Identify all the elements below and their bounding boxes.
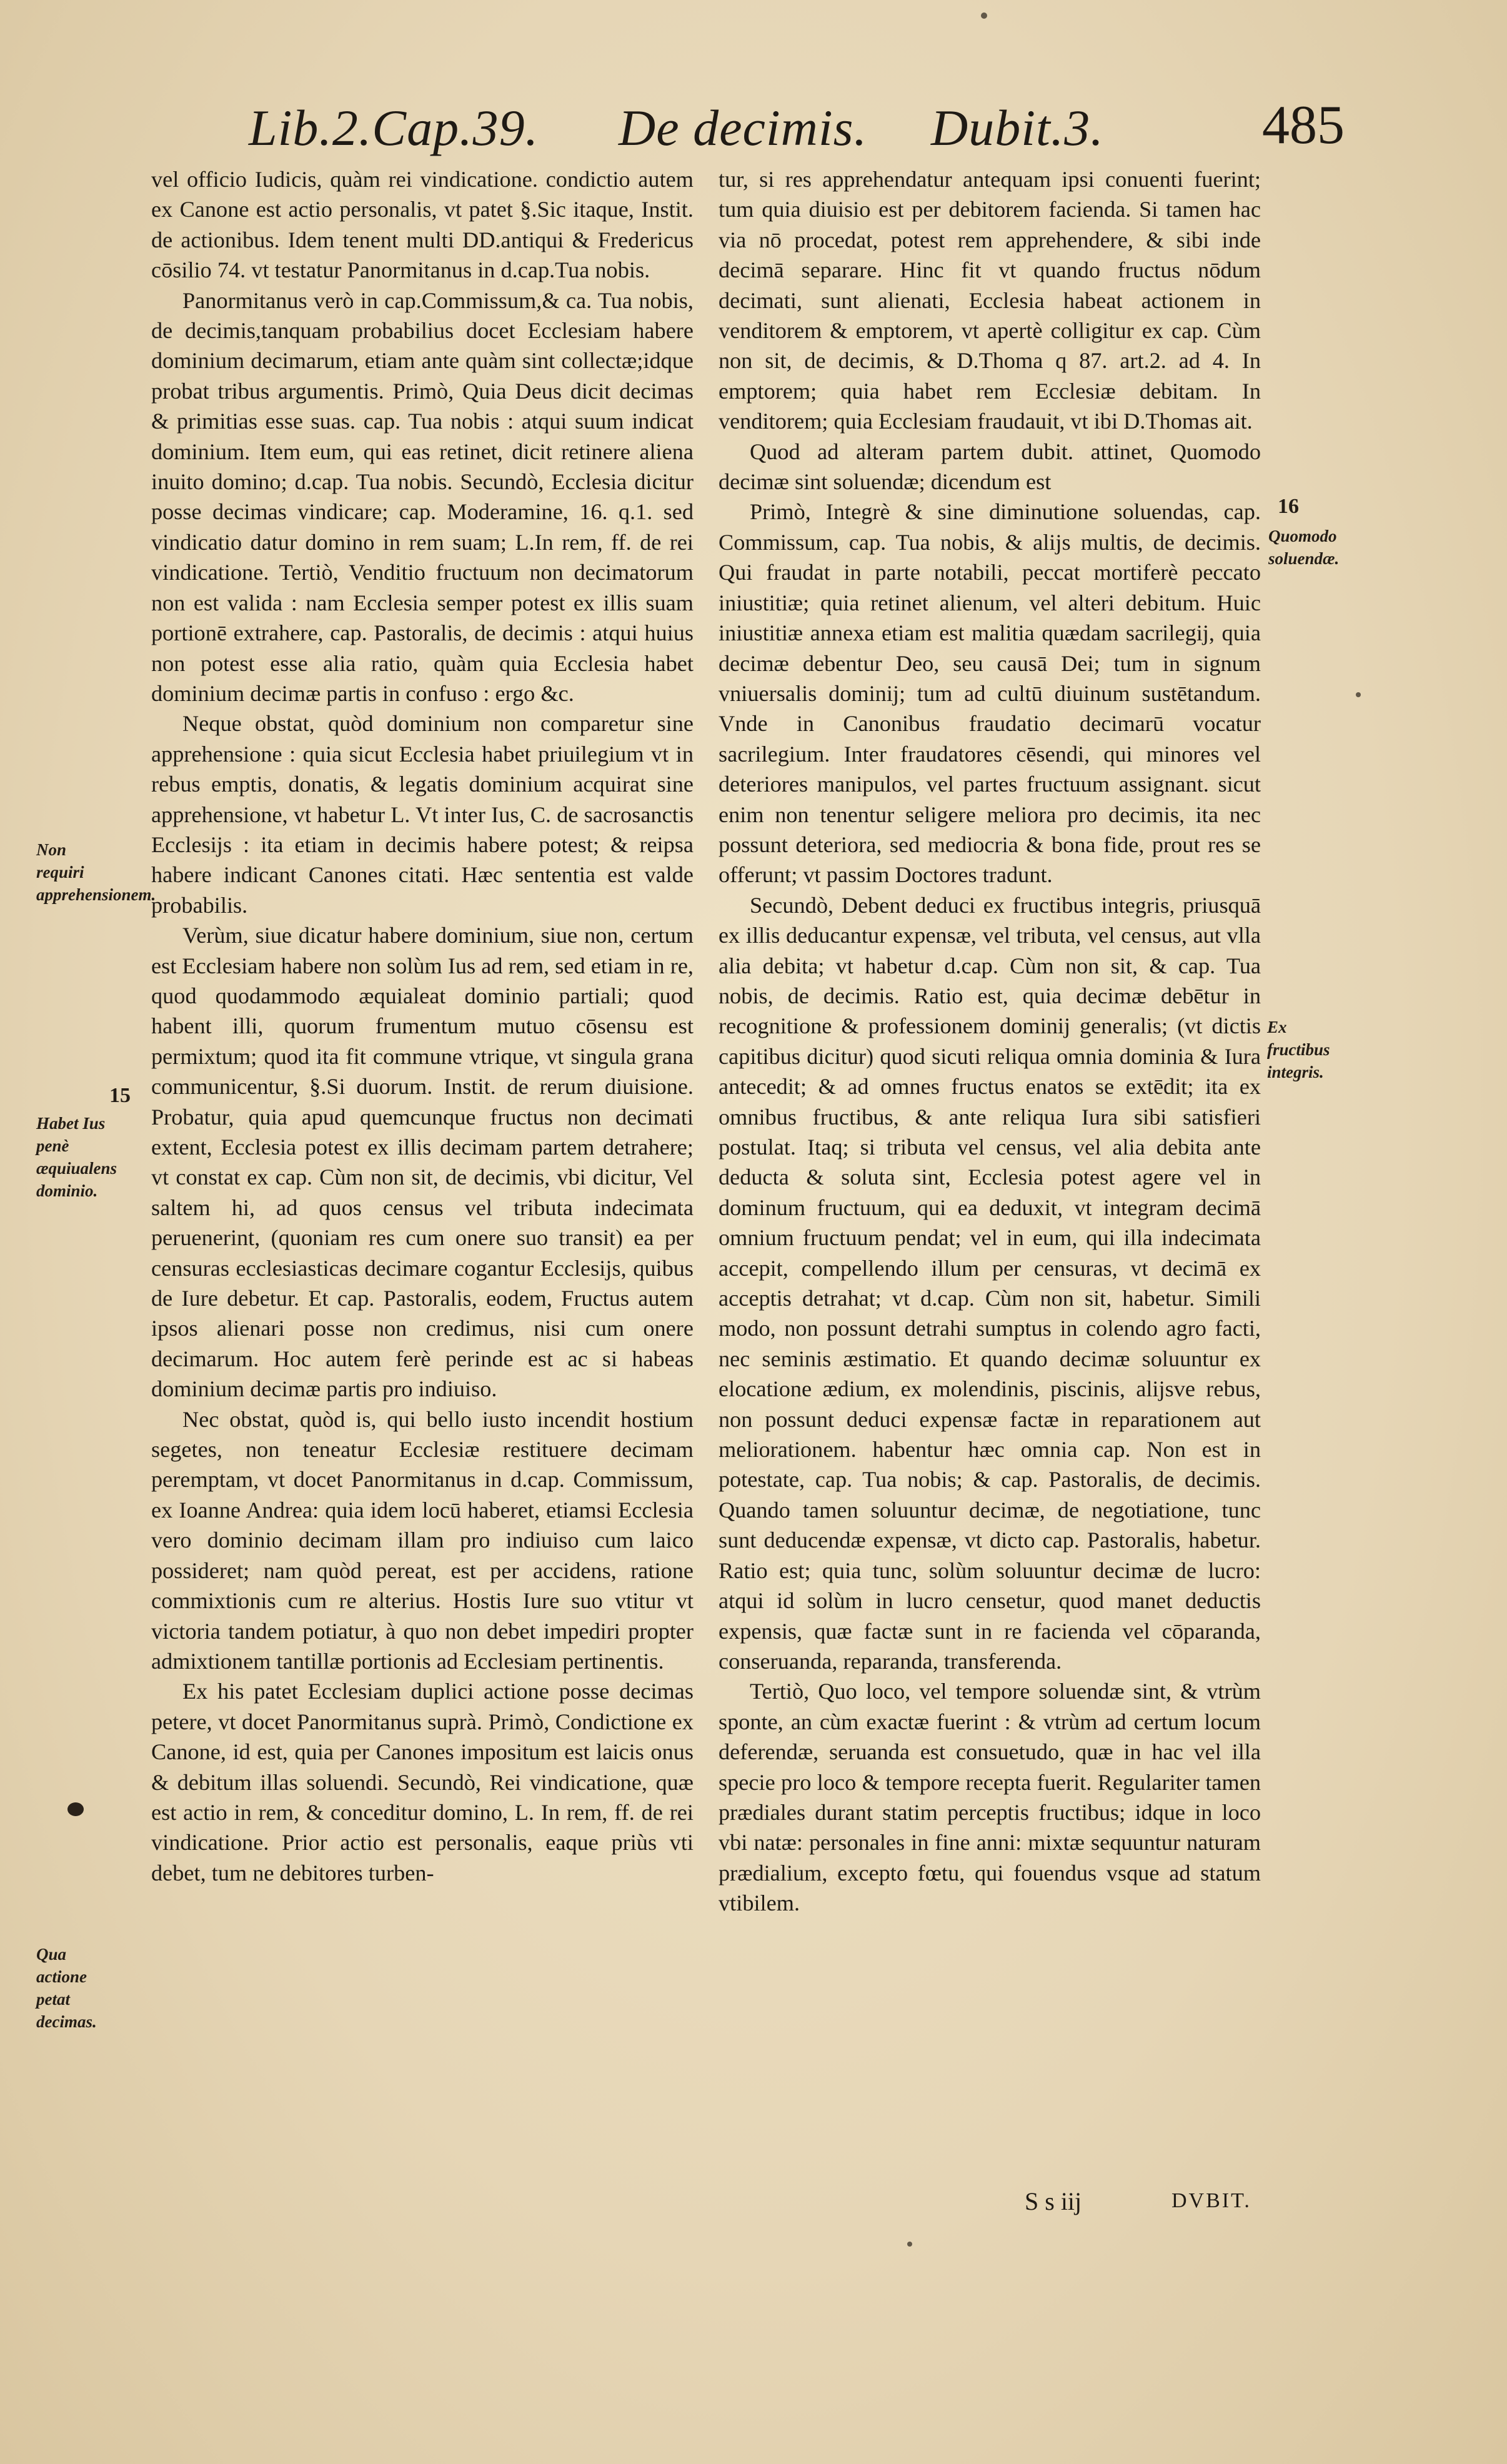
header-book-chapter: Lib.2.Cap.39. bbox=[249, 99, 539, 156]
margin-note-right: Quomodo soluendæ. bbox=[1268, 527, 1340, 568]
paragraph: Ex his patet Ecclesiam duplici actione posse decimas petere, vt docet Panormitanus suprà. Primò, Condictione ex Canone, id est, quia per Canones impositum est laicis onus & debitum illas soluendi. Secundò, Rei vindicatione, quæ est actio in rem, & conceditur domino, L. In rem, ff. de rei vindicatione. Prior actio est personalis, eaque priùs vti debet, tum ne debitores turben- bbox=[151, 1679, 694, 1885]
paragraph: Primò, Integrè & sine diminutione soluendas, cap. Commissum, cap. Tua nobis, & alijs multis, de decimis. Qui fraudat in parte notabili, peccat mortiferè peccato iniustitiæ; quia retinet alienum, vel alteri debitum. Huic iniustitiæ annexa etiam est malitia quædam sacrilegij, quia decimæ debentur Deo, seu causā Dei; tum in signum vniuersalis dominij; tum ad cultū diuinum sustētandum. Vnde in Canonibus fraudatio decimarū vocatur sacrilegium. Inter fraudatores cēsendi, qui minores vel deteriores manipulos, vel partes fructuum assignant. sicut enim non tenentur seligere meliora pro decimis, ita nec possunt deteriora, sed mediocria & bona fide, prout res se offerunt; vt passim Doctores tradunt. bbox=[719, 499, 1261, 888]
paragraph: vel officio Iudicis, quàm rei vindicatione. condictio autem ex Canone est actio personalis, vt patet §.Sic itaque, Instit. de actionibus. Idem tenent multi DD.antiqui & Fredericus cōsilio 74. vt testatur Panormitanus in d.cap.Tua nobis. bbox=[151, 167, 694, 283]
margin-note-left: Qua actione petat decimas. bbox=[36, 1945, 97, 2031]
paragraph: Panormitanus verò in cap.Commissum,& ca. Tua nobis, de decimis,tanquam probabilius docet Ecclesiam habere dominium decimarum, etiam ante quàm sint collectæ;idque probat tribus argumentis. Primò, Quia Deus dicit decimas & primitias esse suas. cap. Tua nobis : atqui suum indicat dominium. Item eum, qui eas retinet, dicit retinere aliena inuito domino; d.cap. Tua nobis. Secundò, Ecclesia dicitur posse decimas vindicare; cap. Moderamine, 16. q.1. sed vindicatio datur domino in rem suam; L.In rem, ff. de rei vindicatione. Tertiò, Venditio fructuum non decimatorum non est valida : nam Ecclesia semper potest ex illis suam portionē extrahere, cap. Pastoralis, de decimis : atqui huius non potest esse alia ratio, quàm quia Ecclesia habet dominium decimæ partis in confuso : ergo &c. bbox=[151, 287, 694, 706]
margin-note-left: Non requiri apprehensionem. bbox=[36, 840, 156, 904]
paragraph: Nec obstat, quòd is, qui bello iusto incendit hostium segetes, non teneatur Ecclesiæ restituere decimam peremptam, vt docet Panormitanus in d.cap. Commissum, ex Ioanne Andrea: quia idem locū haberet, etiamsi Ecclesia vero dominio decimam illam pro indiuiso cum laico possideret; nam quòd pereat, est per accidens, ratione commixtionis cum re alterius. Hostis Iure suo vtitur vt victoria tandem potiatur, à quo non debet impediri propter admixtionem tantillæ portionis ad Ecclesiam pertinentis. bbox=[151, 1406, 694, 1674]
ink-blot bbox=[981, 12, 987, 19]
paragraph: Verùm, siue dicatur habere dominium, siue non, certum est Ecclesiam habere non solùm Ius ad rem, sed etiam in re, quod quodammodo æquialeat dominio partiali; quod habent illi, quorum frumentum mutuo cōsensu est permixtum; quod ita fit commune vtrique, vt singula grana communicentur, §.Si duorum. Instit. de rerum diuisione. Probatur, quia apud quemcunque fructus non decimati extent, Ecclesia potest ex illis decimam partem detrahere; vt constat ex cap. Cùm non sit, de decimis, vbi dicitur, Vel saltem hi, ad quos census vel tributa indecimata peruenerint, (quoniam res cum onere suo transit) ea per censuras ecclesiasticas decimare cogantur Ecclesijs, quibus de Iure debetur. Et cap. Pastoralis, eodem, Fructus autem ipsos alienari posse non credimus, nisi cum onere decimarum. Hoc autem ferè perinde est ac si habeas dominium decimæ partis pro indiuiso. bbox=[151, 923, 694, 1402]
signature-mark: S s iij bbox=[1025, 2187, 1082, 2215]
ink-blot bbox=[67, 1802, 84, 1816]
ink-blot bbox=[1356, 692, 1361, 697]
paragraph: Tertiò, Quo loco, vel tempore soluendæ sint, & vtrùm sponte, an cùm exactæ fuerint : & vtrùm ad certum locum deferendæ, seruanda est consuetudo, quæ in hac vel illa specie pro loco & tempore recepta fuerit. Regulariter tamen prædiales durant statim perceptis fructibus; idque in loco vbi natæ: personales in fine anni: mixtæ sequuntur naturam prædialium, excepto fœtu, qui fouendus vsque ad statum vtibilem. bbox=[719, 1679, 1261, 1916]
right-text-column bbox=[719, 164, 1261, 2201]
margin-note-right: Ex fructibus integris. bbox=[1267, 1018, 1330, 1081]
header-question: Dubit.3. bbox=[931, 99, 1104, 156]
left-text-column bbox=[151, 164, 694, 2201]
paragraph: Quod ad alteram partem dubit. attinet, Quomodo decimæ sint soluendæ; dicendum est bbox=[719, 439, 1261, 495]
header-topic: De decimis. bbox=[619, 99, 868, 156]
margin-note-number: 16 bbox=[1278, 495, 1299, 518]
catchword: DVBIT. bbox=[1171, 2189, 1251, 2212]
paragraph: tur, si res apprehendatur antequam ipsi conuenti fuerint; tum quia diuisio est per debitorem facienda. Si tamen hac via nō procedat, potest rem apprehendere, & sibi inde decimā separare. Hinc fit vt quando fructus nōdum decimati, sunt alienati, Ecclesia habeat actionem in venditorem & emptorem, vt apertè colligitur ex cap. Cùm non sit, de decimis, & D.Thoma q 87. art.2. ad 4. In emptorem; quia habet rem Ecclesiæ debitam. In venditorem; quia Ecclesiam fraudauit, vt ibi D.Thomas ait. bbox=[719, 167, 1261, 434]
paragraph: Neque obstat, quòd dominium non comparetur sine apprehensione : quia sicut Ecclesia habet priuilegium vt in rebus emptis, donatis, & legatis dominium acquirat sine apprehensione, vt habetur L. Vt inter Ius, C. de sacrosanctis Ecclesijs : ita etiam in decimis habere potest; & reipsa habere indicant Canones citati. Hæc sententia est valde probabilis. bbox=[151, 711, 694, 918]
page-number: 485 bbox=[1262, 95, 1345, 156]
running-header bbox=[0, 94, 1507, 162]
margin-note-number: 15 bbox=[109, 1084, 131, 1107]
page-footer bbox=[0, 2187, 1507, 2224]
margin-note-left: Habet Ius penè æquiualens dominio. bbox=[36, 1114, 117, 1200]
paragraph: Secundò, Debent deduci ex fructibus integris, priusquā ex illis deducantur expensæ, vel tributa, vel census, aut vlla alia debita; vt habetur d.cap. Cùm non sit, & cap. Tua nobis, de decimis. Ratio est, quia decimæ debētur in recognitione & professionem dominij generalis; (vt dictis capitibus dicitur) quod sicuti reliqua omnia dominia & Iura antecedit; & ad omnes fructus enatos se extēdit; ita ex omnibus fructibus, & ante reliqua Iura sibi satisfieri postulat. Itaq; si tributa vel census, vel alia debita ante deducta & soluta sint, Ecclesia potest agere vel in dominum fructuum, qui ea deduxit, vt integram decimā omnium fructuum pendat; vel in eum, qui illa indecimata accepit, compellendo illum per censuras, vt decimā ex acceptis detrahat; vt d.cap. Cùm non sit, habetur. Simili modo, non possunt detrahi sumptus in colendo agro facti, nec seminis æstimatio. Et quando decimæ soluuntur ex elocatione ædium, ex molendinis, piscinis, alijsve rebus, non possunt deduci expensæ factæ in reparationem aut meliorationem. habentur hæc omnia cap. Non est in potestate, cap. Tua nobis; & cap. Pastoralis, de decimis. Quando tamen soluuntur decimæ, de negotiatione, tunc sunt deducendæ expensæ, vt dicto cap. Pastoralis, habetur. Ratio est; quia tunc, solùm soluuntur decimæ de lucro: atqui id solùm in lucro censetur, quod manet deductis expensis, quæ factæ sunt in re facienda vel cōparanda, conseruanda, reparanda, transferenda. bbox=[719, 892, 1261, 1674]
ink-blot bbox=[907, 2242, 912, 2247]
